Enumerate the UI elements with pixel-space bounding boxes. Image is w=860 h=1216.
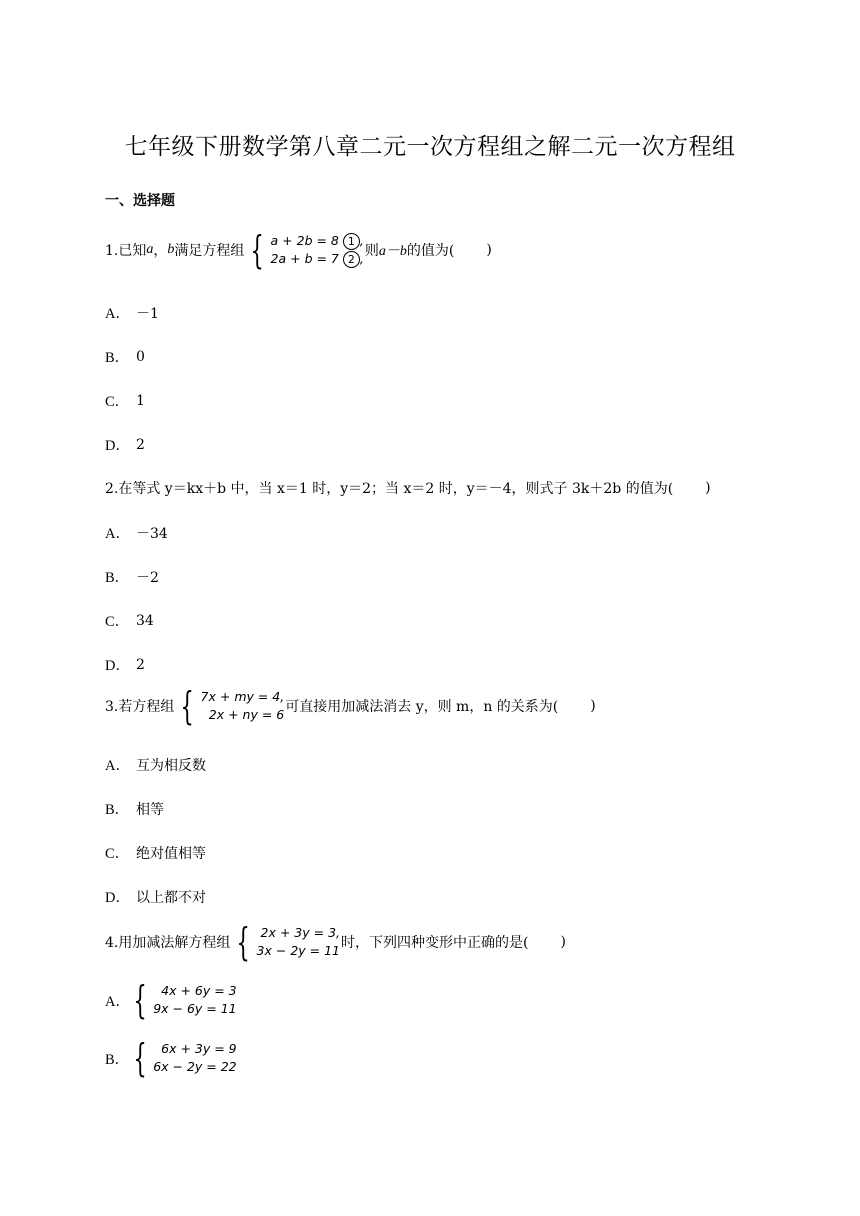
- q4-pre: 4.用加减法解方程组: [105, 935, 231, 951]
- left-brace-icon: {: [250, 227, 265, 272]
- option-eq1: 6x + 3y = 9: [161, 1041, 237, 1056]
- option-value: －2: [136, 569, 159, 586]
- question-3: [105, 683, 596, 728]
- q2-close: ): [705, 480, 711, 496]
- option-letter: A．: [105, 526, 130, 542]
- q2-option-d: [105, 654, 145, 675]
- option-letter: A．: [105, 306, 130, 322]
- option-value: 1: [136, 392, 145, 409]
- q1-option-a: [105, 302, 159, 323]
- option-value: －34: [136, 525, 168, 542]
- q4-post: 时，下列四种变形中正确的是(: [341, 935, 529, 951]
- q3-close: ): [590, 698, 596, 714]
- option-value: －1: [136, 305, 159, 322]
- q1-expression: a－b: [378, 244, 407, 259]
- q1-var-b: b: [167, 242, 175, 257]
- option-value: 绝对值相等: [136, 845, 206, 862]
- q1-tail: 的值为(: [406, 243, 455, 259]
- q1-eq2-row: 2a + b = 7 2 ,: [270, 251, 364, 266]
- option-letter: A．: [105, 993, 130, 1010]
- option-letter: D．: [105, 438, 130, 454]
- q2-option-c: [105, 610, 154, 631]
- q1-option-c: [105, 390, 145, 411]
- q1-option-d: [105, 434, 145, 455]
- section-heading: 一、选择题: [105, 193, 175, 209]
- q4-option-a: [105, 977, 238, 1022]
- left-brace-icon: {: [133, 1035, 147, 1080]
- option-value: 互为相反数: [136, 757, 206, 774]
- question-2: [105, 478, 711, 498]
- q1-equation-system: [245, 227, 364, 272]
- circled-number-icon: 2: [343, 251, 360, 268]
- option-letter: D．: [105, 890, 130, 906]
- option-eq2: 9x − 6y = 11: [153, 1001, 237, 1016]
- question-4: [105, 919, 566, 964]
- q1-eq1: a + 2b = 8: [270, 233, 339, 248]
- page-title: 七年级下册数学第八章二元一次方程组之解二元一次方程组: [124, 134, 736, 160]
- option-letter: D．: [105, 658, 130, 674]
- q3-option-a: [105, 754, 206, 775]
- option-letter: B．: [105, 1051, 130, 1068]
- q1-post: 则: [364, 243, 379, 259]
- q3-eq1: 7x + my = 4,: [200, 689, 285, 704]
- circled-number-icon: 1: [343, 233, 360, 250]
- left-brace-icon: {: [180, 683, 195, 728]
- q1-mid: 满足方程组: [174, 243, 245, 259]
- q4-option-b: [105, 1035, 238, 1080]
- question-1: [105, 227, 492, 272]
- q3-option-c: [105, 842, 206, 863]
- q1-option-b: [105, 346, 145, 367]
- q2-text: 2.在等式 y＝kx＋b 中，当 x＝1 时，y＝2；当 x＝2 时，y＝－4，则式子 3k＋2b 的值为(: [105, 481, 674, 497]
- q4-option-a-system: [128, 977, 237, 1022]
- q4-eq1: 2x + 3y = 3,: [260, 925, 340, 940]
- option-letter: C．: [105, 394, 130, 410]
- option-value: 相等: [136, 801, 164, 818]
- option-value: 34: [136, 612, 154, 629]
- option-value: 2: [136, 436, 145, 453]
- option-letter: C．: [105, 614, 130, 630]
- option-letter: B．: [105, 802, 130, 818]
- q3-option-b: [105, 798, 164, 819]
- left-brace-icon: {: [133, 977, 147, 1022]
- option-value: 以上都不对: [136, 889, 206, 906]
- q1-eq1-row: a + 2b = 8 1 ,: [270, 233, 364, 248]
- q3-post: 可直接用加减法消去 y，则 m，n 的关系为(: [285, 699, 559, 715]
- left-brace-icon: {: [236, 919, 251, 964]
- q1-close: ): [486, 242, 492, 258]
- option-value: 0: [136, 348, 145, 365]
- option-value: 2: [136, 656, 145, 673]
- q1-var-a: a: [146, 242, 154, 257]
- option-letter: A．: [105, 758, 130, 774]
- q1-comma: ，: [153, 243, 168, 259]
- q3-eq2: 2x + ny = 6: [208, 707, 285, 722]
- option-letter: C．: [105, 846, 130, 862]
- option-letter: B．: [105, 570, 130, 586]
- q3-option-d: [105, 886, 206, 907]
- option-eq2: 6x − 2y = 22: [153, 1059, 237, 1074]
- q1-pre: 1.已知: [105, 243, 147, 259]
- q1-eq2: 2a + b = 7: [270, 251, 339, 266]
- option-eq1: 4x + 6y = 3: [161, 983, 237, 998]
- q2-option-b: [105, 566, 159, 587]
- q2-option-a: [105, 522, 168, 543]
- q4-option-b-system: [128, 1035, 237, 1080]
- q3-pre: 3.若方程组: [105, 699, 175, 715]
- option-letter: B．: [105, 350, 130, 366]
- q4-equation-system: [231, 919, 340, 964]
- q3-equation-system: [175, 683, 285, 728]
- q4-close: ): [560, 934, 566, 950]
- q4-eq2: 3x − 2y = 11: [256, 943, 340, 958]
